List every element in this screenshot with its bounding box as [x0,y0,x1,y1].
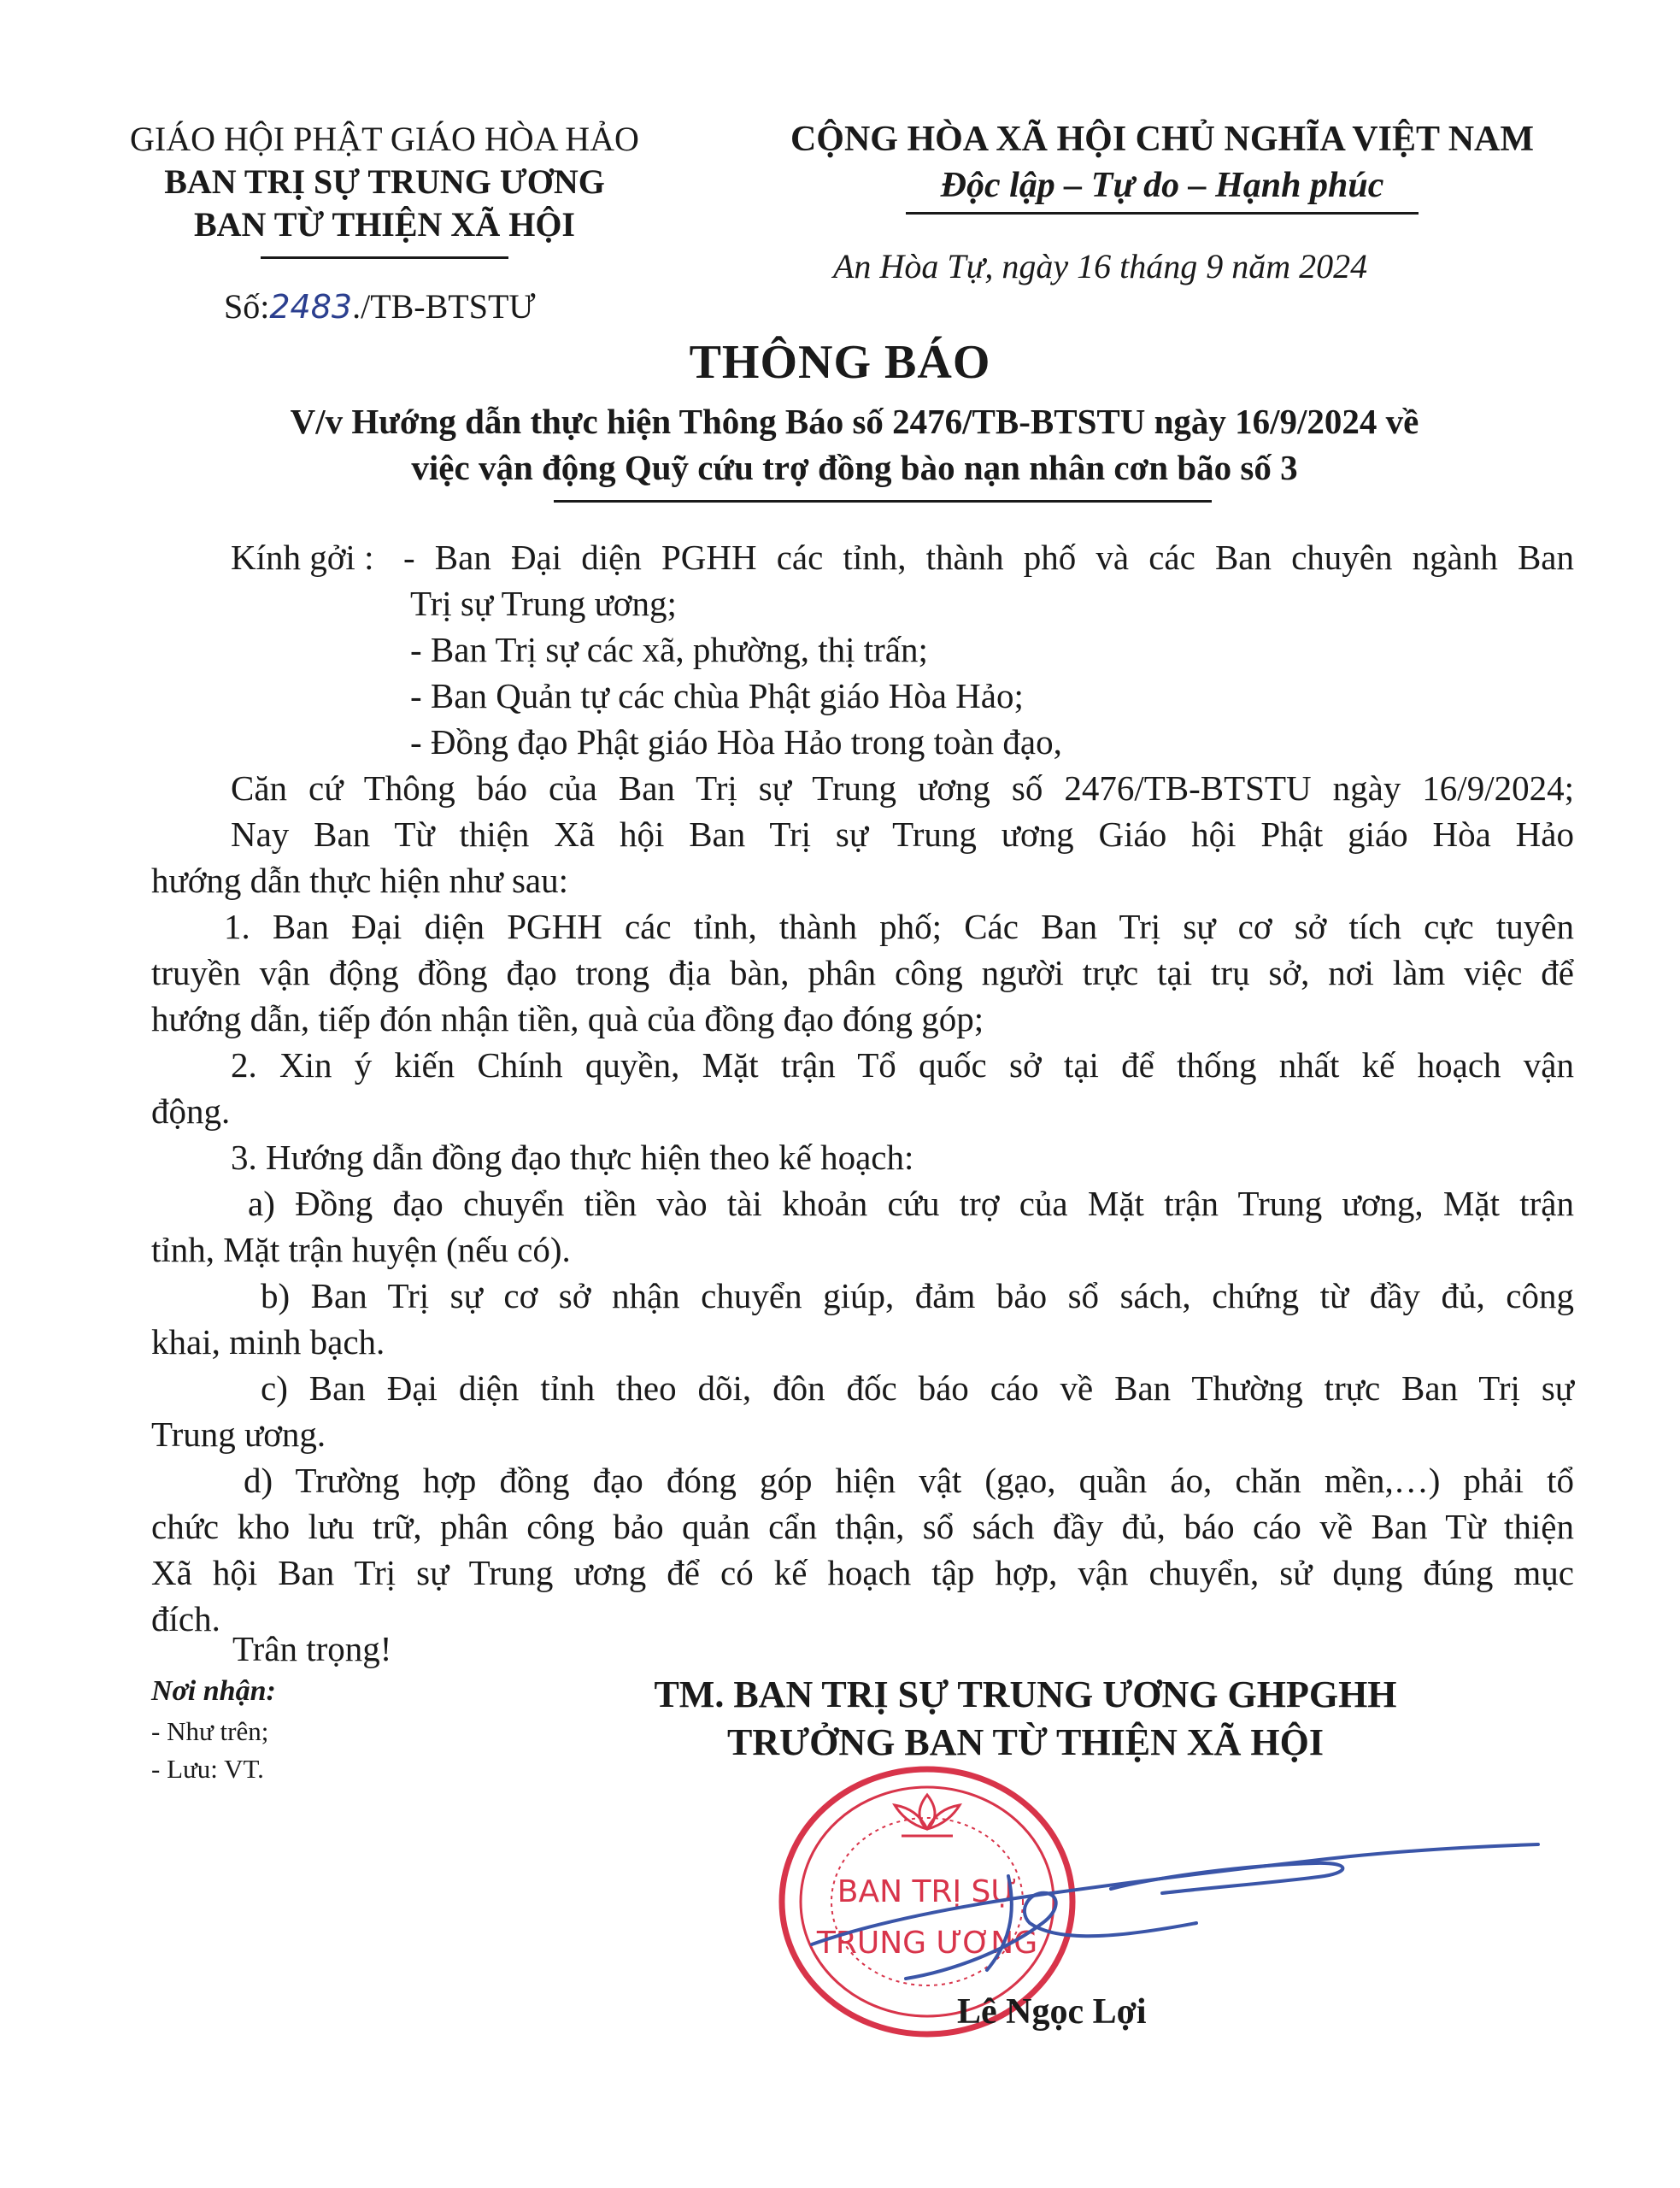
motto-underline [906,212,1419,215]
item-c-line: c) Ban Đại diện tỉnh theo dõi, đôn đốc báo cáo về Ban Thường trực Ban Trị sự [261,1368,1574,1408]
addressee-item: - Đồng đạo Phật giáo Hòa Hảo trong toàn đạo, [410,722,1062,762]
document-number-handwritten: 2483 [269,288,353,326]
basis-line: Căn cứ Thông báo của Ban Trị sự Trung ương số 2476/TB-BTSTU ngày 16/9/2024; [231,768,1574,808]
paragraph-1-line: 1. Ban Đại diện PGHH các tỉnh, thành phố; Các Ban Trị sự cơ sở tích cực tuyên [224,907,1574,946]
item-b-line: b) Ban Trị sự cơ sở nhận chuyển giúp, đảm bảo sổ sách, chứng từ đầy đủ, công [261,1276,1574,1315]
intro-line: hướng dẫn thực hiện như sau: [151,861,569,900]
signature-block [607,1671,1444,1767]
item-d-line: đích. [151,1599,220,1638]
subject-line-2: việc vận động Quỹ cứu trợ đồng bào nạn nhân cơn bão số 3 [411,448,1298,487]
issuer-line-2: BAN TRỊ SỰ TRUNG ƯƠNG [164,162,605,201]
item-a-line: tỉnh, Mặt trận huyện (nếu có). [151,1230,571,1269]
national-header [718,116,1607,215]
item-c-line: Trung ương. [151,1415,326,1454]
item-d-line: d) Trường hợp đồng đạo đóng góp hiện vật (gạo, quần áo, chăn mền,…) phải tổ [244,1461,1574,1500]
paragraph-1-line: hướng dẫn, tiếp đón nhận tiền, quà của đồng đạo đóng góp; [151,999,984,1038]
recipients-title: Nơi nhận: [151,1675,276,1707]
item-b-line: khai, minh bạch. [151,1322,385,1362]
signature-org-line: TM. BAN TRỊ SỰ TRUNG ƯƠNG GHPGHH [654,1673,1397,1715]
document-number-prefix: Số: [224,287,270,326]
document-title: THÔNG BÁO [689,336,991,389]
document-number [224,286,535,326]
item-d-line: Xã hội Ban Trị sự Trung ương để có kế hoạch tập hợp, vận chuyển, sử dụng đúng mục [151,1553,1574,1592]
addressee-item: Trị sự Trung ương; [410,584,677,623]
paragraph-2-line: 2. Xin ý kiến Chính quyền, Mặt trận Tổ quốc sở tại để thống nhất kế hoạch vận [231,1045,1574,1085]
addressee-label: Kính gởi : [231,538,374,577]
national-title: CỘNG HÒA XÃ HỘI CHỦ NGHĨA VIỆT NAM [790,120,1535,159]
addressee-item: - Ban Trị sự các xã, phường, thị trấn; [410,630,928,669]
document-number-suffix: ./TB-BTSTƯ [352,287,536,326]
signature-title-line: TRƯỞNG BAN TỪ THIỆN XÃ HỘI [727,1721,1324,1763]
subject-line-1: V/v Hướng dẫn thực hiện Thông Báo số 2476/TB-BTSTU ngày 16/9/2024 về [290,402,1419,441]
stamp-text-line-2: TRUNG ƯƠNG [816,1926,1038,1961]
handwritten-signature [803,1795,1555,1991]
addressee-item: - Ban Đại diện PGHH các tỉnh, thành phố và các Ban chuyên ngành Ban [403,538,1574,577]
recipient-item: - Như trên; [151,1716,269,1746]
addressee-item: - Ban Quản tự các chùa Phật giáo Hòa Hảo; [410,676,1024,715]
stamp-text-line-1: BAN TRỊ SỰ [837,1874,1018,1909]
recipient-item: - Lưu: VT. [151,1754,264,1784]
paragraph-2-line: động. [151,1091,231,1131]
intro-line: Nay Ban Từ thiện Xã hội Ban Trị sự Trung ương Giáo hội Phật giáo Hòa Hảo [231,815,1574,854]
issuer-underline [261,256,508,259]
closing-greeting: Trân trọng! [232,1629,392,1668]
issuer-block [94,118,675,259]
date-line: An Hòa Tự, ngày 16 tháng 9 năm 2024 [833,247,1368,285]
signer-name: Lê Ngọc Lợi [957,1992,1147,2032]
national-motto: Độc lập – Tự do – Hạnh phúc [940,166,1384,205]
paragraph-3-line: 3. Hướng dẫn đồng đạo thực hiện theo kế hoạch: [231,1138,914,1177]
document-subject [188,398,1521,491]
issuer-line-1: GIÁO HỘI PHẬT GIÁO HÒA HẢO [130,120,639,158]
item-a-line: a) Đồng đạo chuyển tiền vào tài khoản cứu trợ của Mặt trận Trung ương, Mặt trận [248,1184,1574,1223]
item-d-line: chức kho lưu trữ, phân công bảo quản cẩn thận, sổ sách đầy đủ, báo cáo về Ban Từ thiện [151,1507,1574,1546]
paragraph-1-line: truyền vận động đồng đạo trong địa bàn, phân công người trực tại trụ sở, nơi làm việc để [151,953,1574,992]
subject-underline [554,500,1212,503]
issuer-line-3: BAN TỪ THIỆN XÃ HỘI [193,205,575,244]
